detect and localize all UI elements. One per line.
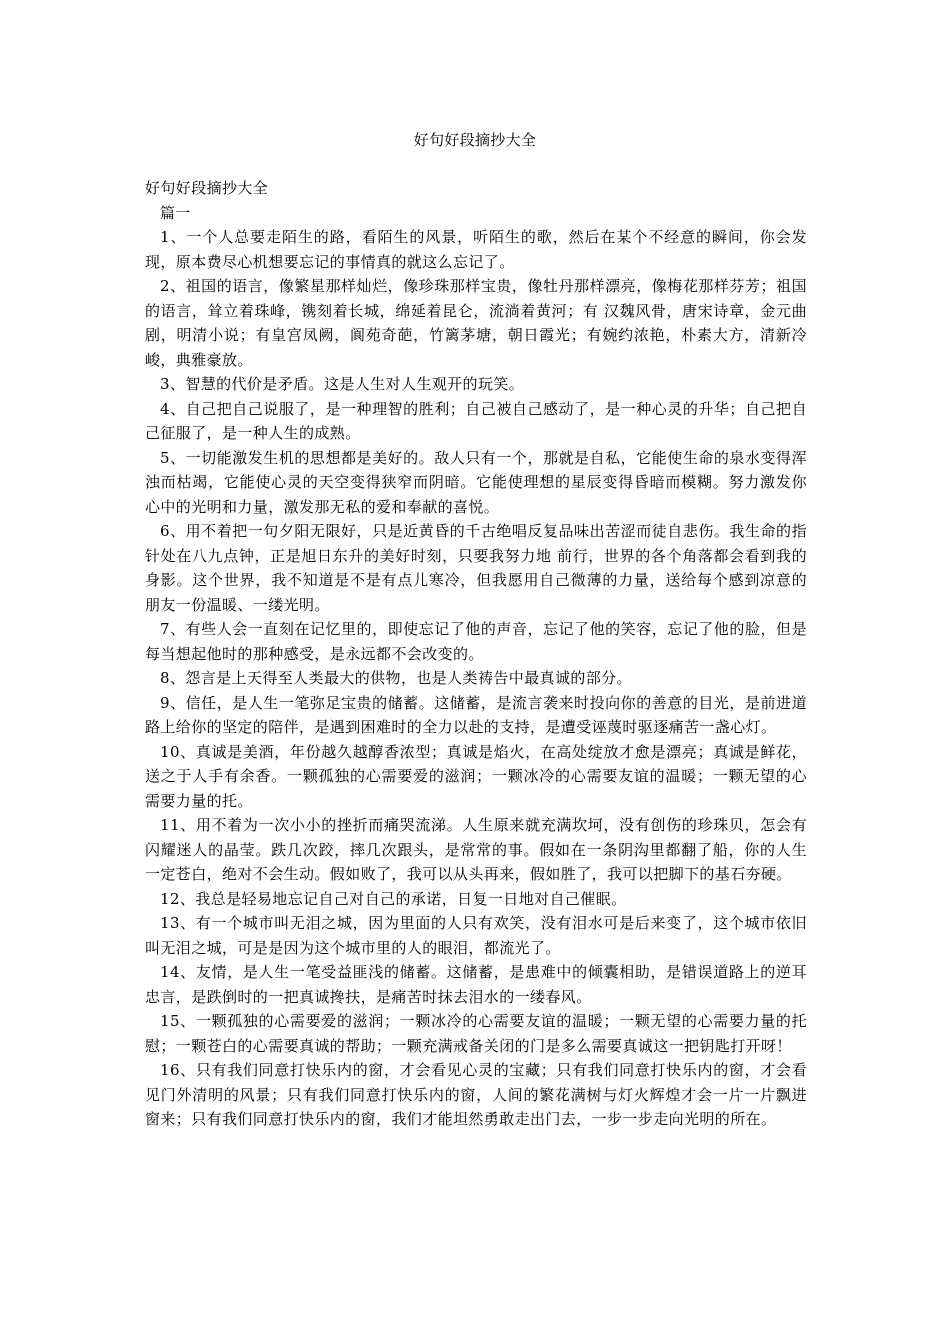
paragraph: 7、有些人会一直刻在记忆里的，即使忘记了他的声音，忘记了他的笑容，忘记了他的脸，但是每当想起他时的那种感受，是永远都不会改变的。 [145,620,807,663]
paragraph: 11、用不着为一次小小的挫折而痛哭流涕。人生原来就充满坎坷，没有创伤的珍珠贝，怎会有闪耀迷人的晶莹。跌几次跤，摔几次跟头，是常常的事。假如在一条阴沟里都翻了船，你的人生一定苍白，绝对不会生动。假如败了，我可以从头再来，假如胜了，我可以把脚下的基石夯硬。 [145,816,807,883]
document-body [145,176,807,1132]
section-label: 篇一 [160,203,191,222]
paragraph: 1、一个人总要走陌生的路，看陌生的风景，听陌生的歌，然后在某个不经意的瞬间，你会发现，原本费尽心机想要忘记的事情真的就这么忘记了。 [145,228,807,271]
paragraph: 16、只有我们同意打快乐内的窗，才会看见心灵的宝藏；只有我们同意打快乐内的窗，才会看见门外清明的风景；只有我们同意打快乐内的窗，人间的繁花满树与灯火辉煌才会一片一片飘进窗来；只有我们同意打快乐内的窗，我们才能坦然勇敢走出门去，一步一步走向光明的所在。 [145,1061,807,1128]
paragraph: 14、友情，是人生一笔受益匪浅的储蓄。这储蓄，是患难中的倾囊相助，是错误道路上的逆耳忠言，是跌倒时的一把真诚搀扶，是痛苦时抹去泪水的一缕春风。 [145,963,807,1006]
paragraph: 15、一颗孤独的心需要爱的滋润；一颗冰冷的心需要友谊的温暖；一颗无望的心需要力量的托慰；一颗苍白的心需要真诚的帮助；一颗充满戒备关闭的门是多么需要真诚这一把钥匙打开呀！ [145,1012,807,1055]
paragraph: 6、用不着把一句夕阳无限好，只是近黄昏的千古绝唱反复品味出苦涩而徒自悲伤。我生命的指针处在八九点钟，正是旭日东升的美好时刻，只要我努力地 前行，世界的各个角落都会看到我的身影。这个世界，我不知道是不是有点儿寒冷，但我愿用自己微薄的力量，送给每个感到凉意的朋友一份温暖、一缕光明。 [145,522,807,614]
paragraph: 8、怨言是上天得至人类最大的供物，也是人类祷告中最真诚的部分。 [160,669,632,687]
paragraph: 2、祖国的语言，像繁星那样灿烂，像珍珠那样宝贵，像牡丹那样漂亮，像梅花那样芬芳；祖国的语言，耸立着珠峰，镌刻着长城，绵延着昆仑，流淌着黄河；有 汉魏风骨，唐宋诗章，金元曲剧，明清小说；有皇宫凤阙，阆苑奇葩，竹篱茅塘，朝日霞光；有婉约浓艳，朴素大方，清新冷峻，典雅豪放。 [145,277,807,369]
paragraph: 10、真诚是美酒，年份越久越醇香浓型；真诚是焰火，在高处绽放才愈是漂亮；真诚是鲜花，送之于人手有余香。一颗孤独的心需要爱的滋润；一颗冰冷的心需要友谊的温暖；一颗无望的心需要力量的托。 [145,742,807,810]
paragraph: 12、我总是轻易地忘记自己对自己的承诺，日复一日地对自己催眠。 [160,889,627,908]
paragraph: 9、信任，是人生一笔弥足宝贵的储蓄。这储蓄，是流言袭来时投向你的善意的目光，是前进道路上给你的坚定的陪伴，是遇到困难时的全力以赴的支持，是遭受诬蔑时驱逐痛苦一盏心灯。 [145,693,807,736]
paragraph: 4、自己把自己说服了，是一种理智的胜利；自己被自己感动了，是一种心灵的升华；自己把自己征服了，是一种人生的成熟。 [145,399,807,442]
paragraph: 5、一切能激发生机的思想都是美好的。敌人只有一个，那就是自私，它能使生命的泉水变得浑浊而枯竭，它能使心灵的天空变得狭窄而阴暗。它能使理想的星辰变得昏暗而模糊。努力激发你心中的光明和力量，激发那无私的爱和奉献的喜悦。 [145,448,807,516]
page-title: 好句好段摘抄大全 [413,131,537,149]
document-subtitle: 好句好段摘抄大全 [145,179,269,197]
paragraph: 3、智慧的代价是矛盾。这是人生对人生观开的玩笑。 [160,375,525,393]
paragraph: 13、有一个城市叫无泪之城，因为里面的人只有欢笑，没有泪水可是后来变了，这个城市依旧叫无泪之城，可是是因为这个城市里的人的眼泪，都流光了。 [145,914,807,957]
